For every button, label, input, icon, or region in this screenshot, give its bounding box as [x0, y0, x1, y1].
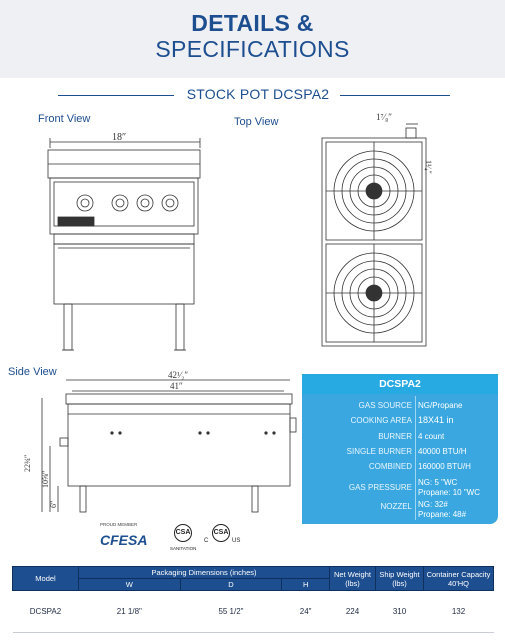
col-packaging: Packaging Dimensions (inches) [79, 567, 330, 579]
col-container: Container Capacity 40'HQ [424, 567, 494, 591]
spec-value: NG: 32# [418, 500, 448, 509]
side-height-body-dim: 10⅝″ [41, 470, 50, 488]
cell-h: 24" [282, 591, 330, 633]
front-view-label: Front View [38, 113, 91, 125]
spec-divider [415, 396, 416, 520]
cell-w: 21 1/8" [79, 591, 181, 633]
spec-value-secondary: Propane: 10 "WC [418, 488, 480, 497]
page-header [0, 0, 505, 78]
front-view-drawing [40, 128, 210, 358]
side-view-label: Side View [8, 366, 57, 378]
spec-table [302, 374, 498, 524]
spec-value-secondary: Propane: 48# [418, 510, 467, 519]
table-row [13, 591, 494, 633]
cfesa-logo: CFESA [100, 532, 148, 548]
front-width-dim: 18″ [112, 132, 127, 143]
top-view-label: Top View [234, 116, 279, 128]
spec-label: SINGLE BURNER [346, 447, 412, 456]
top-offset-b-dim: 1¹⁄₄″ [424, 160, 433, 174]
product-model: DCSPA2 [273, 86, 330, 102]
top-view-drawing [318, 104, 448, 354]
col-d: D [180, 579, 282, 591]
side-depth-outer-dim: 42¹⁄₂″ [168, 370, 189, 380]
header-title-line1: DETAILS & [191, 10, 314, 36]
csa-sanitation-caption: SANITATION [170, 546, 197, 551]
spec-value: NG/Propane [418, 401, 463, 410]
csa-us-label: US [232, 538, 241, 544]
cell-model: DCSPA2 [13, 591, 79, 633]
col-w: W [79, 579, 181, 591]
spec-label: COOKING AREA [350, 416, 412, 425]
spec-value: 18X41 in [418, 415, 454, 425]
title-rule-left [58, 95, 174, 96]
cell-container: 132 [424, 591, 494, 633]
top-offset-a-dim: 1⁷⁄₈″ [376, 112, 393, 122]
col-model: Model [13, 567, 79, 591]
side-height-total-dim: 22¾″ [23, 454, 32, 472]
spec-label: NOZZEL [380, 502, 412, 511]
spec-table-title: DCSPA2 [302, 374, 498, 394]
spec-label: COMBINED [368, 462, 412, 471]
side-view-drawing [20, 368, 300, 518]
cell-ship: 310 [376, 591, 424, 633]
cell-d: 55 1/2" [180, 591, 282, 633]
spec-label: GAS SOURCE [358, 401, 412, 410]
csa-us-logo [212, 524, 230, 542]
spec-label: BURNER [378, 432, 412, 441]
csa-sanitation-mark: CSA [175, 529, 191, 536]
col-ship-weight: Ship Weight (lbs) [376, 567, 424, 591]
spec-value: 4 count [418, 432, 445, 441]
product-title [0, 86, 505, 106]
cfesa-caption: PROUD MEMBER [100, 522, 138, 527]
side-depth-inner-dim: 41″ [170, 381, 183, 391]
csa-sanitation-logo [174, 524, 192, 542]
product-name: STOCK POT [186, 86, 269, 102]
col-net-weight: Net Weight (lbs) [330, 567, 376, 591]
spec-value: 40000 BTU/H [418, 447, 467, 456]
csa-c-label: C [204, 538, 209, 544]
packaging-table [12, 566, 494, 633]
cell-net: 224 [330, 591, 376, 633]
csa-us-mark: CSA [213, 529, 229, 536]
certification-logos [80, 518, 300, 558]
spec-value: NG: 5 "WC [418, 478, 458, 487]
side-leg-dim: 6″ [49, 500, 58, 508]
col-h: H [282, 579, 330, 591]
spec-label: GAS PRESSURE [348, 483, 412, 492]
spec-value: 160000 BTU/H [418, 462, 471, 471]
header-title-line2: SPECIFICATIONS [155, 36, 350, 62]
title-rule-right [340, 95, 450, 96]
